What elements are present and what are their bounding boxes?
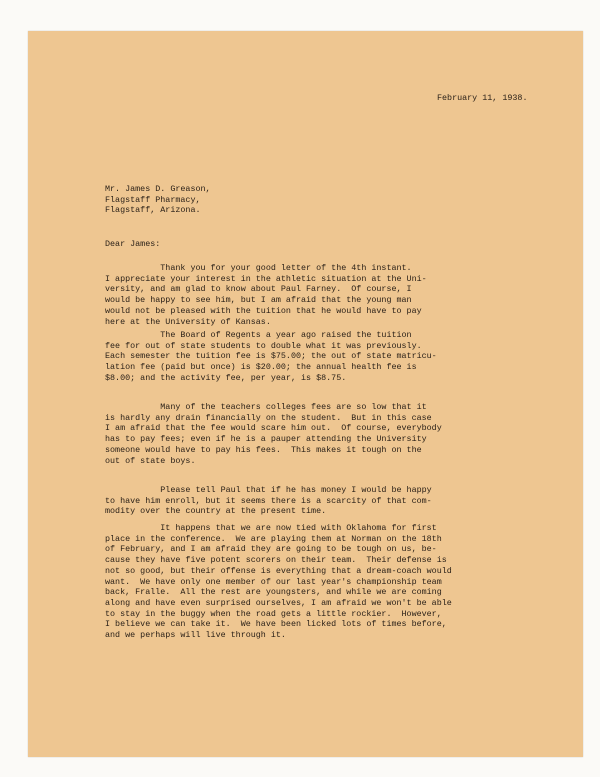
letter-page <box>28 31 583 757</box>
paragraph-5: It happens that we are now tied with Oklahoma for first place in the conference. We are playing them at Norman on the 18th of February, and I am afraid they are going to be tough on us, be- cause they have five potent scorers on their team. Their defense is not so good, but their offense is everything that a dream-coach would want. We have only one member of our last year's championship team back, Fralle. All the rest are youngsters, and while we are coming along and have even surprised ourselves, I am afraid we won't be able to stay in the buggy when the road gets a little rockier. However, I believe we can take it. We have been licked lots of times before, and we perhaps will live through it. <box>105 523 452 641</box>
paragraph-3: Many of the teachers colleges fees are so low that it is hardly any drain financially on the student. But in this case I am afraid that the fee would scare him out. Of course, everybody has to pay fees; even if he is a pauper attending the University someone would have to pay his fees. This makes it tough on the out of state boys. <box>105 402 442 466</box>
paragraph-1: Thank you for your good letter of the 4th instant. I appreciate your interest in the athletic situation at the Uni- versity, and am glad to know about Paul Farney. Of course, I would be happy to see him, but I am afraid that the young man would not be pleased with the tuition that he would have to pay here at the University of Kansas. <box>105 263 427 327</box>
recipient-company: Flagstaff Pharmacy, <box>105 194 201 205</box>
letter-date: February 11, 1938. <box>437 93 528 103</box>
paragraph-2: The Board of Regents a year ago raised the tuition fee for out of state students to double what it was previously. Each semester the tuition fee is $75.00; the out of state matricu- lation fee (paid but once) is $20.00; the annual health fee is $8.00; and the activity fee, per year, is $8.75. <box>105 330 437 383</box>
recipient-name: Mr. James D. Greason, <box>105 184 211 194</box>
recipient-address <box>105 184 211 216</box>
recipient-location: Flagstaff, Arizona. <box>105 205 201 216</box>
salutation: Dear James: <box>105 239 161 249</box>
paragraph-4: Please tell Paul that if he has money I would be happy to have him enroll, but it seems there is a scarcity of that com- modity over the country at the present time. <box>105 485 432 517</box>
